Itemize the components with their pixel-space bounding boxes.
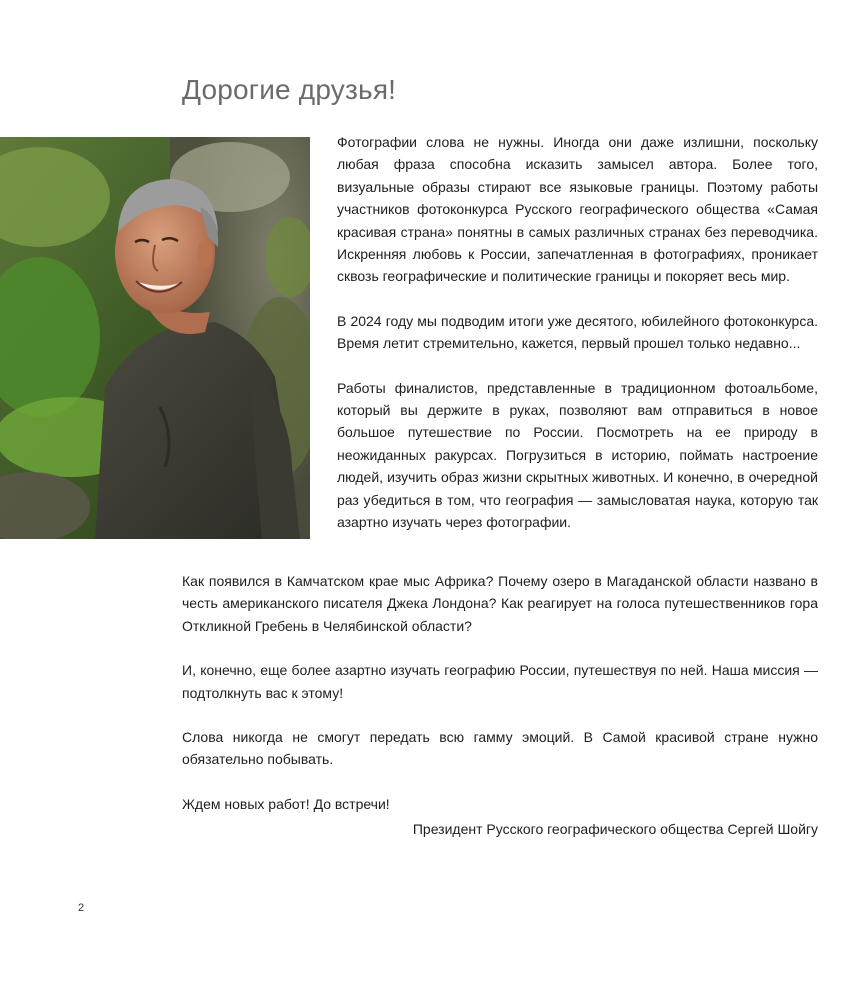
body-text-wide	[182, 570, 818, 837]
paragraph: Ждем новых работ! До встречи!	[182, 795, 390, 812]
paragraph: Слова никогда не смогут передать всю гамму эмоций. В Самой красивой стране нужно обязательно побывать.	[182, 729, 818, 768]
paragraph: Работы финалистов, представленные в традиционном фотоальбоме, который вы держите в руках, позволяют вам отправиться в новое большое путешествие по России. Посмотреть на ее природу в неожиданных ракурсах. Погрузиться в историю, поймать настроение людей, изучить образ жизни скрытных животных. И конечно, в очередной раз убедиться в том, что география — замысловатая наука, которую так азартно изучать через фотографии.	[337, 379, 818, 531]
intro-text-column	[337, 131, 818, 556]
portrait-illustration	[0, 137, 310, 539]
paragraph: Фотографии слова не нужны. Иногда они даже излишни, поскольку любая фраза способна исказить замысел автора. Более того, визуальные образы стирают все языковые границы. Поэтому работы участников фотоконкурса Русского географического общества «Самая красивая страна» понятны в самых различных странах без переводчика. Искренняя любовь к России, запечатленная в фотографиях, проникает сквозь географические и политические границы и покоряет весь мир.	[337, 134, 818, 285]
page-title: Дорогие друзья!	[182, 74, 397, 105]
page-number: 2	[78, 902, 85, 914]
paragraph: И, конечно, еще более азартно изучать географию России, путешествуя по ней. Наша миссия — подтолкнуть вас к этому!	[182, 662, 818, 701]
signature: Президент Русского географического общества Сергей Шойгу	[412, 821, 818, 837]
paragraph: Как появился в Камчатском крае мыс Африка? Почему озеро в Магаданской области названо в честь американского писателя Джека Лондона? Как реагирует на голоса путешественников гора Откликной Гребень в Челябинской области?	[182, 573, 818, 634]
paragraph: В 2024 году мы подводим итоги уже десятого, юбилейного фотоконкурса. Время летит стремительно, кажется, первый прошел только недавно...	[337, 312, 818, 352]
portrait-photo	[0, 137, 310, 539]
